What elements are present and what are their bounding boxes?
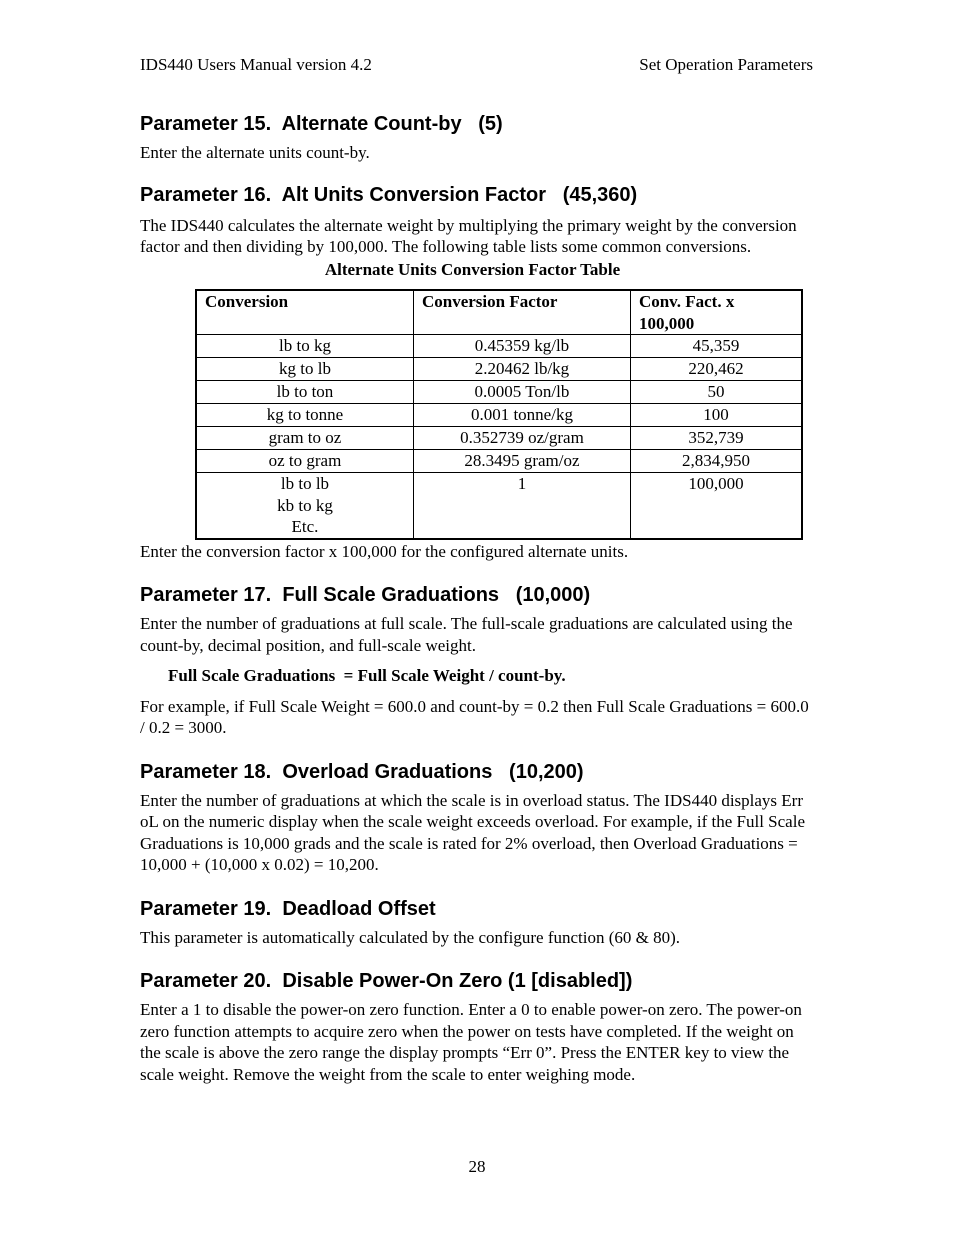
table-cell: 1 bbox=[413, 473, 630, 539]
table-cell: 352,739 bbox=[630, 427, 802, 450]
table-row bbox=[196, 404, 802, 427]
table-cell: 2.20462 lb/kg bbox=[413, 358, 630, 381]
heading-parameter-17: Parameter 17. Full Scale Graduations (10,000) bbox=[140, 584, 591, 606]
table-cell: 0.45359 kg/lb bbox=[413, 335, 630, 358]
table-cell: kg to tonne bbox=[196, 404, 413, 427]
table-cell: 100,000 bbox=[630, 473, 802, 539]
table-cell: 28.3495 gram/oz bbox=[413, 450, 630, 473]
header-section-title: Set Operation Parameters bbox=[639, 55, 813, 74]
table-cell: lb to kg bbox=[196, 335, 413, 358]
paragraph-example: For example, if Full Scale Weight = 600.0 and count-by = 0.2 then Full Scale Graduations = 600.0 / 0.2 = 3000. bbox=[140, 696, 809, 737]
table-row bbox=[196, 381, 802, 404]
paragraph-parameter-20: Enter a 1 to disable the power-on zero function. Enter a 0 to enable power-on zero. The power-on zero function attempts to acquire zero when the power on tests have completed. If the weight on the scale is above the zero range the display prompts “Err 0”. Press the ENTER key to view the scale weight. Remove the weight from the scale to enter weighing mode. bbox=[140, 1000, 802, 1084]
paragraph-parameter-15: Enter the alternate units count-by. bbox=[140, 143, 370, 162]
heading-parameter-15: Parameter 15. Alternate Count-by (5) bbox=[140, 113, 503, 135]
heading-parameter-18: Parameter 18. Overload Graduations (10,200) bbox=[140, 760, 584, 783]
formula-full-scale-graduations: Full Scale Graduations = Full Scale Weight / count-by. bbox=[168, 666, 566, 685]
paragraph-after-table: Enter the conversion factor x 100,000 for the configured alternate units. bbox=[140, 541, 629, 561]
table-row bbox=[196, 358, 802, 381]
conversion-line: kb to kg bbox=[277, 495, 333, 515]
paragraph-parameter-19: This parameter is automatically calculated by the configure function (60 & 80). bbox=[140, 927, 681, 947]
paragraph-parameter-17: Enter the number of graduations at full scale. The full-scale graduations are calculated using the count-by, decimal position, and full-scale weight. bbox=[140, 614, 793, 655]
column-header-conversion-factor: Conversion Factor bbox=[413, 290, 630, 335]
page-header bbox=[140, 54, 813, 78]
table-cell: kg to lb bbox=[196, 358, 413, 381]
table-cell: 0.352739 oz/gram bbox=[413, 427, 630, 450]
table-header-row bbox=[196, 290, 802, 335]
page-number: 28 bbox=[468, 1157, 486, 1176]
header-manual-title: IDS440 Users Manual version 4.2 bbox=[140, 55, 372, 74]
conversion-line: lb to lb bbox=[280, 474, 330, 493]
table-row bbox=[196, 450, 802, 473]
table-caption: Alternate Units Conversion Factor Table bbox=[324, 259, 621, 279]
table-cell: 100 bbox=[630, 404, 802, 427]
heading-parameter-20: Parameter 20. Disable Power-On Zero (1 [disabled]) bbox=[140, 970, 633, 992]
column-header-conversion: Conversion bbox=[196, 290, 413, 335]
table-row bbox=[196, 335, 802, 358]
table-cell: 220,462 bbox=[630, 358, 802, 381]
heading-parameter-19: Parameter 19. Deadload Offset bbox=[140, 897, 436, 920]
table-cell bbox=[196, 473, 413, 539]
table-cell: 0.0005 Ton/lb bbox=[413, 381, 630, 404]
table-cell: 0.001 tonne/kg bbox=[413, 404, 630, 427]
table-row bbox=[196, 427, 802, 450]
table-cell: lb to ton bbox=[196, 381, 413, 404]
table-cell: 45,359 bbox=[630, 335, 802, 358]
column-header-scaled-factor: Conv. Fact. x 100,000 bbox=[630, 290, 802, 335]
manual-page bbox=[140, 54, 813, 1085]
paragraph-parameter-18: Enter the number of graduations at which the scale is in overload status. The IDS440 displays Err oL on the numeric display when the scale weight exceeds overload. For example, if the Full Scale Graduations is 10,000 grads and the scale is rated for 2% overload, then Overload Graduations = 10,000 + (10,000 x 0.02) = 10,200. bbox=[140, 790, 806, 874]
table-row bbox=[196, 473, 802, 539]
table-cell: 50 bbox=[630, 381, 802, 404]
conversion-factor-table bbox=[195, 289, 803, 540]
table-cell: 2,834,950 bbox=[630, 450, 802, 473]
table-cell: oz to gram bbox=[196, 450, 413, 473]
conversion-line: Etc. bbox=[291, 517, 319, 536]
heading-parameter-16: Parameter 16. Alt Units Conversion Factor (45,360) bbox=[140, 183, 638, 206]
paragraph-parameter-16: The IDS440 calculates the alternate weight by multiplying the primary weight by the conversion factor and then dividing by 100,000. The following table lists some common conversions. bbox=[140, 215, 797, 256]
table-cell: gram to oz bbox=[196, 427, 413, 450]
